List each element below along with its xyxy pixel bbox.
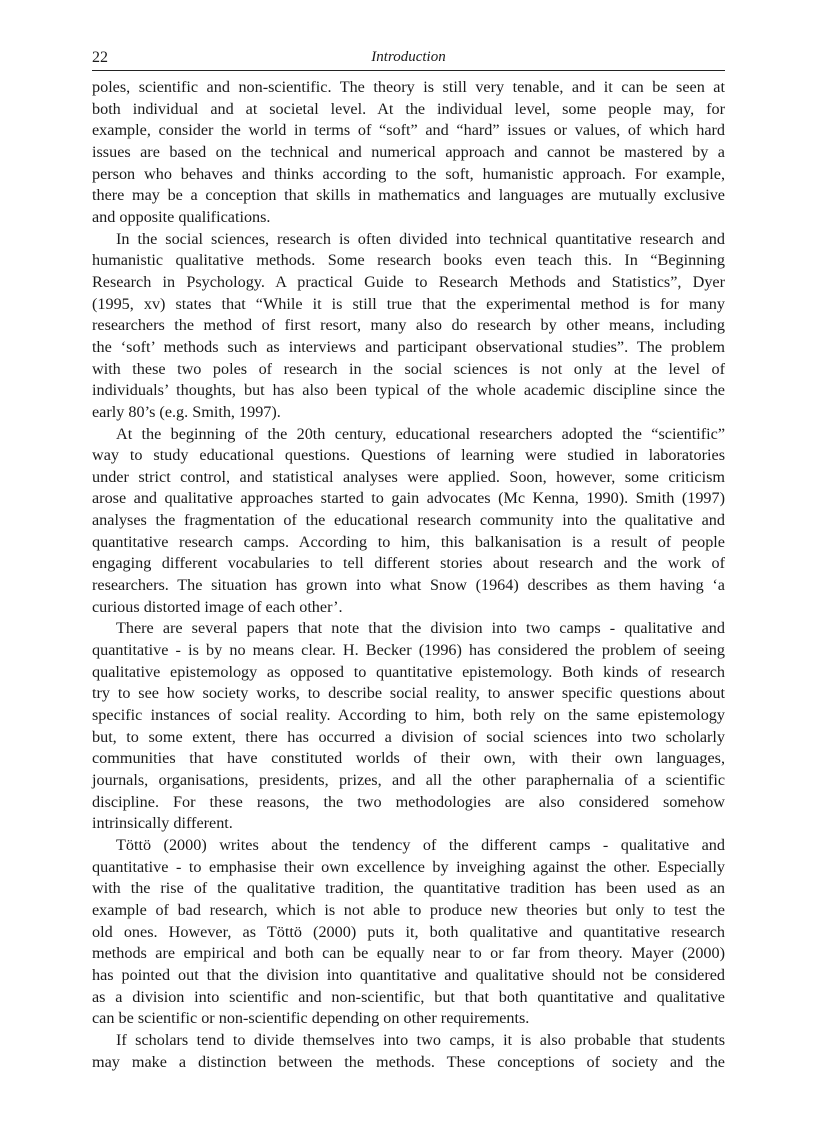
text-line: as a division into scientific and non-scientific, but that both quantitative and qualitative [92,987,725,1006]
page-number: 22 [92,49,108,66]
text-line: the ‘soft’ methods such as interviews and participant observational studies”. The problem [92,337,725,356]
text-line: quantitative - to emphasise their own excellence by inveighing against the other. Especially [92,857,725,876]
paragraph [92,618,725,835]
body-text [92,77,725,1073]
paragraph [92,229,725,424]
text-line: Research in Psychology. A practical Guide to Research Methods and Statistics”, Dyer [92,272,725,291]
text-line: There are several papers that note that the division into two camps - qualitative and [116,619,725,638]
text-line: can be scientific or non-scientific depending on other requirements. [92,1009,530,1028]
text-line: arose and qualitative approaches started to gain advocates (Mc Kenna, 1990). Smith (1997) [92,489,725,508]
text-line: quantitative research camps. According to him, this balkanisation is a result of people [92,532,725,551]
running-header [92,48,725,71]
text-line: poles, scientific and non-scientific. The theory is still very tenable, and it can be seen at [92,78,725,96]
text-line: Töttö (2000) writes about the tendency of the different camps - qualitative and [116,835,725,854]
text-line: qualitative epistemology as opposed to quantitative epistemology. Both kinds of research [92,662,725,681]
text-line: early 80’s (e.g. Smith, 1997). [92,402,281,421]
text-line: under strict control, and statistical analyses were applied. Soon, however, some criticism [92,467,725,486]
text-line: with the rise of the qualitative tradition, the quantitative tradition has been used as an [92,879,725,898]
text-line: methods are empirical and both can be equally near to or far from theory. Mayer (2000) [92,944,725,963]
text-line: try to see how society works, to describe social reality, to answer specific questions about [92,684,725,703]
text-line: engaging different vocabularies to tell different stories about research and the work of [92,554,725,573]
text-line: At the beginning of the 20th century, educational researchers adopted the “scientific” [116,424,725,443]
text-line: and opposite qualifications. [92,207,271,226]
text-line: researchers the method of first resort, many also do research by other means, including [92,316,725,335]
paragraph [92,424,725,619]
text-line: communities that have constituted worlds of their own, with their own languages, [92,749,725,768]
text-line: way to study educational questions. Questions of learning were studied in laboratories [92,446,725,465]
text-line: quantitative - is by no means clear. H. Becker (1996) has considered the problem of seeing [92,641,725,660]
text-line: humanistic qualitative methods. Some research books even teach this. In “Beginning [92,251,725,270]
text-line: intrinsically different. [92,814,233,833]
text-line: person who behaves and thinks according to the soft, humanistic approach. For example, [92,164,725,183]
text-line: researchers. The situation has grown into what Snow (1964) describes as them having ‘a [92,576,725,595]
text-line: with these two poles of research in the social sciences is not only at the level of [92,359,725,378]
text-line: has pointed out that the division into quantitative and qualitative should not be considered [92,965,725,984]
text-line: both individual and at societal level. At the individual level, some people may, for [92,99,725,118]
text-line: example of bad research, which is not able to produce new theories but only to test the [92,900,725,919]
text-line: but, to some extent, there has occurred a division of social sciences into two scholarly [92,727,725,746]
text-line: example, consider the world in terms of “soft” and “hard” issues or values, of which hard [92,121,725,140]
chapter-title: Introduction [371,49,446,65]
text-line: specific instances of social reality. According to him, both rely on the same epistemology [92,706,725,725]
text-line: (1995, xv) states that “While it is still true that the experimental method is for many [92,294,725,313]
text-line: may make a distinction between the methods. These conceptions of society and the [92,1052,725,1071]
text-line: discipline. For these reasons, the two methodologies are also considered somehow [92,792,725,811]
text-line: curious distorted image of each other’. [92,597,343,616]
text-line: there may be a conception that skills in mathematics and languages are mutually exclusive [92,186,725,205]
text-line: issues are based on the technical and numerical approach and cannot be mastered by a [92,142,725,161]
paragraph [92,77,725,229]
paragraph [92,835,725,1030]
text-line: If scholars tend to divide themselves into two camps, it is also probable that students [116,1030,725,1049]
text-line: analyses the fragmentation of the educational research community into the qualitative and [92,511,725,530]
text-line: journals, organisations, presidents, prizes, and all the other paraphernalia of a scientific [92,771,725,789]
paragraph [92,1030,725,1073]
text-line: old ones. However, as Töttö (2000) puts it, both qualitative and quantitative research [92,922,725,941]
text-line: individuals’ thoughts, but has also been typical of the whole academic discipline since the [92,381,725,400]
text-line: In the social sciences, research is often divided into technical quantitative research and [116,229,725,248]
